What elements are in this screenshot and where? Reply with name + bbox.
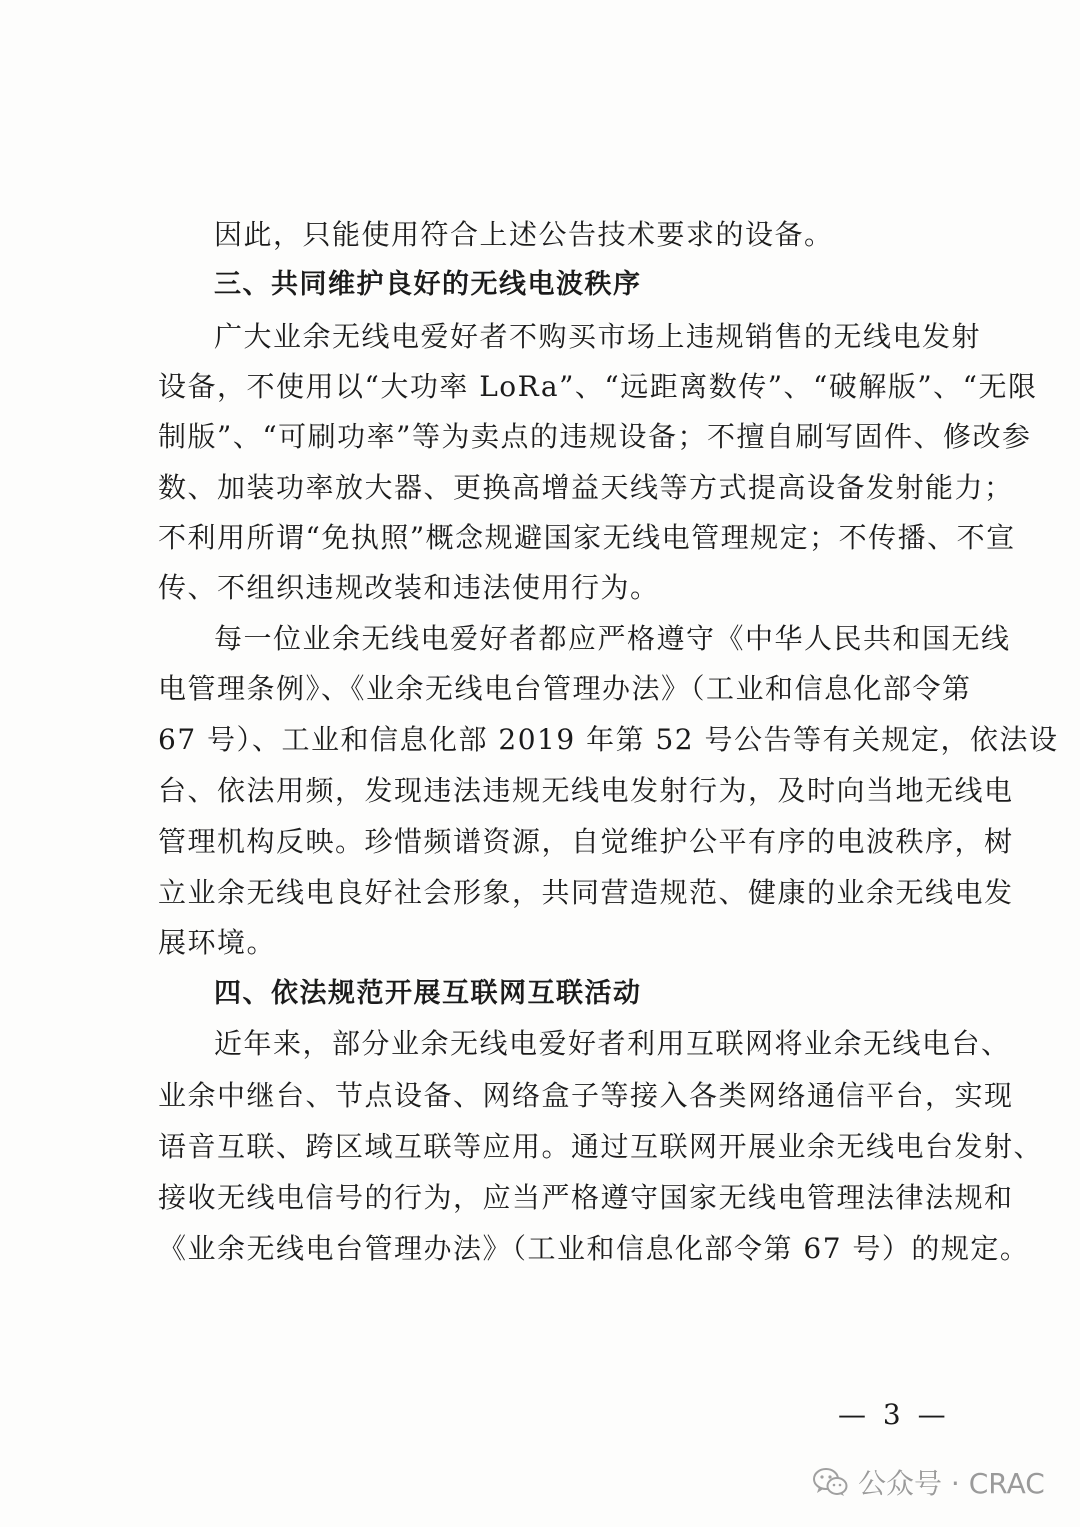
paragraph-line: 电管理条例》、《业余无线电台管理办法》（工业和信息化部令第: [158, 672, 972, 705]
paragraph-line: 广大业余无线电爱好者不购买市场上违规销售的无线电发射: [214, 320, 982, 353]
paragraph-line: 每一位业余无线电爱好者都应严格遵守《中华人民共和国无线: [214, 622, 1011, 655]
section-heading-4: 四、依法规范开展互联网互联活动: [214, 978, 642, 1009]
paragraph-line: 不利用所谓“免执照”概念规避国家无线电管理规定；不传播、不宣: [158, 521, 1016, 554]
paragraph-line: 展环境。: [158, 926, 277, 959]
paragraph-line: 制版”、“可刷功率”等为卖点的违规设备；不擅自刷写固件、修改参: [158, 420, 1032, 453]
wechat-icon: [812, 1467, 848, 1497]
section-heading-3: 三、共同维护良好的无线电波秩序: [214, 269, 642, 300]
page-number: — 3 —: [838, 1398, 950, 1431]
paragraph-line: 数、加装功率放大器、更换高增益天线等方式提高设备发射能力；: [158, 471, 1014, 504]
paragraph-line: 管理机构反映。珍惜频谱资源，自觉维护公平有序的电波秩序，树: [158, 825, 1014, 858]
paragraph-line: 传、不组织违规改装和违法使用行为。: [158, 571, 660, 604]
paragraph-line: 台、依法用频，发现违法违规无线电发射行为，及时向当地无线电: [158, 774, 1014, 807]
paragraph-line: 立业余无线电良好社会形象，共同营造规范、健康的业余无线电发: [158, 876, 1014, 909]
paragraph-line: 业余中继台、节点设备、网络盒子等接入各类网络通信平台，实现: [158, 1079, 1014, 1112]
watermark-text: 公众号 · CRAC: [858, 1467, 1045, 1500]
paragraph-line: 67 号）、工业和信息化部 2019 年第 52 号公告等有关规定，依法设: [158, 723, 1059, 756]
paragraph-line: 设备，不使用以“大功率 LoRa”、“远距离数传”、“破解版”、“无限: [158, 370, 1038, 403]
paragraph-line: 近年来，部分业余无线电爱好者利用互联网将业余无线电台、: [214, 1027, 1011, 1060]
watermark: [812, 1462, 1045, 1502]
paragraph-line: 因此，只能使用符合上述公告技术要求的设备。: [214, 218, 834, 251]
paragraph-line: 语音互联、跨区域互联等应用。通过互联网开展业余无线电台发射、: [158, 1130, 1044, 1163]
paragraph-line: 接收无线电信号的行为，应当严格遵守国家无线电管理法律法规和: [158, 1181, 1014, 1214]
paragraph-line: 《业余无线电台管理办法》（工业和信息化部令第 67 号）的规定。: [158, 1232, 1030, 1265]
